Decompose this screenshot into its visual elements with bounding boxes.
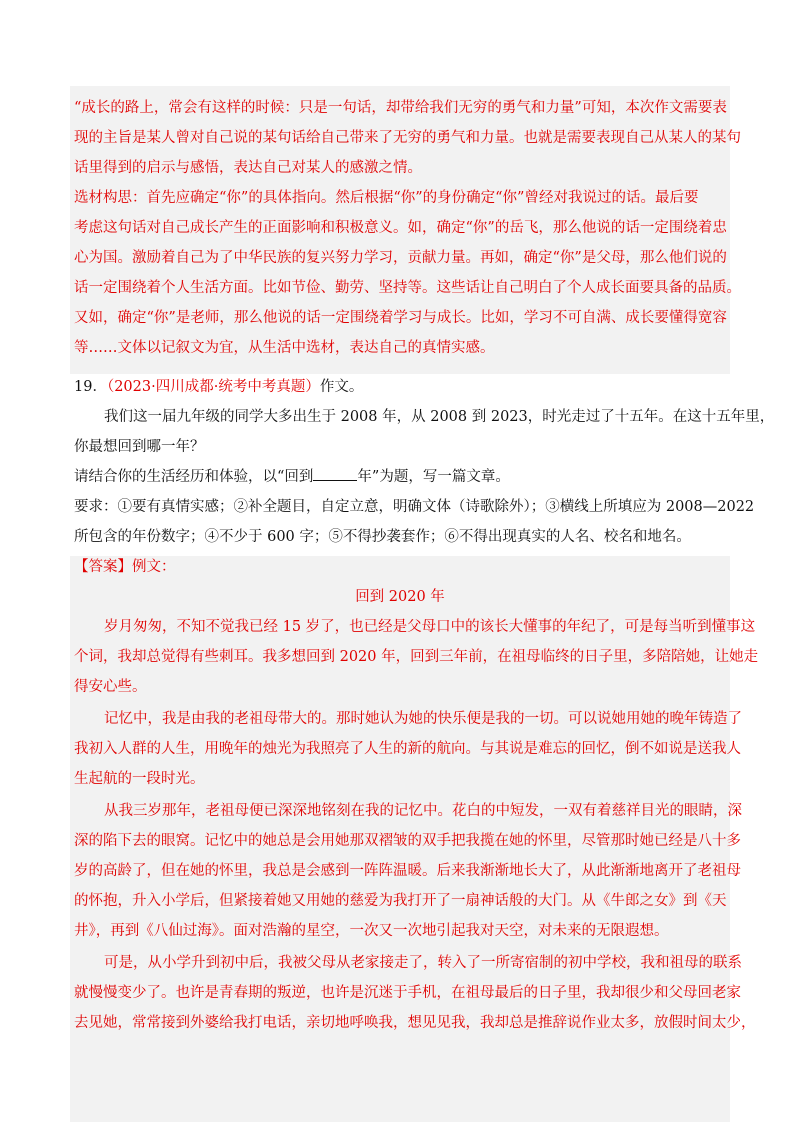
essay-line: 岁月匆匆，不知不觉我已经 15 岁了，也已经是父母口中的该长大懂事的年纪了，可是每当听到懂事这 bbox=[104, 619, 756, 635]
essay-line: 个词，我却总觉得有些刺耳。我多想回到 2020 年，回到三年前，在祖母临终的日子里，多陪陪她，让她走 bbox=[74, 649, 759, 665]
essay-line: 可是，从小学升到初中后，我被父母从老家接走了，转入了一所寄宿制的初中学校，我和祖母的联系 bbox=[104, 955, 742, 971]
question-source: （2023·四川成都·统考中考真题） bbox=[106, 379, 320, 395]
question-instruction: 请结合你的生活经历和体验，以“回到 年”为题，写一篇文章。 bbox=[74, 466, 510, 488]
essay-line: 去见她，常常接到外婆给我打电话，亲切地呼唤我，想见见我，我却总是推辞说作业太多，放假时间太少， bbox=[74, 1015, 756, 1031]
essay-line: 的怀抱，升入小学后，但紧接着她又用她的慈爱为我打开了一扇神话般的大门。从《牛郎之女》到《天 bbox=[74, 893, 727, 909]
analysis-line: 又如，确定“你”是老师，那么他说的话一定围绕着学习与成长。比如，学习不可自满、成长要懂得宽容 bbox=[74, 310, 727, 326]
question-type: 作文。 bbox=[319, 379, 364, 395]
essay-line: 生起航的一段时光。 bbox=[74, 771, 205, 787]
question-prompt: 你最想回到哪一年？ bbox=[74, 439, 205, 455]
analysis-line: 话里得到的启示与感悟，表达自己对某人的感激之情。 bbox=[74, 160, 422, 176]
essay-line: 就慢慢变少了。也许是青春期的叛逆，也许是沉迷于手机，在祖母最后的日子里，我却很少和父母回老家 bbox=[74, 985, 741, 1001]
answer-label-suffix: 例文： bbox=[132, 559, 176, 575]
analysis-line: 考虑这句话对自己成长产生的正面影响和积极意义。如，确定“你”的岳飞，那么他说的话一定围绕着忠 bbox=[74, 220, 727, 236]
analysis-line: 心为国。激励着自己为了中华民族的复兴努力学习，贡献力量。再如，确定“你”是父母，那么他们说的 bbox=[74, 250, 727, 266]
essay-line: 井》，再到《八仙过海》。面对浩瀚的星空，一次又一次地引起我对天空，对未来的无限遐想。 bbox=[74, 923, 669, 939]
essay-line: 我初入人群的人生，用晚年的烛光为我照亮了人生的新的航向。与其说是难忘的回忆，倒不如说是送我人 bbox=[74, 741, 741, 757]
title-blank bbox=[313, 466, 357, 481]
essay-line: 记忆中，我是由我的老祖母带大的。那时她认为她的快乐便是我的一切。可以说她用她的晚年铸造了 bbox=[104, 711, 742, 727]
essay-line: 从我三岁那年，老祖母便已深深地铭刻在我的记忆中。花白的中短发，一双有着慈祥目光的眼睛，深 bbox=[104, 803, 742, 819]
essay-line: 深的陷下去的眼窝。记忆中的她总是会用她那双褶皱的双手把我揽在她的怀里，尽管那时她已经是八十多 bbox=[74, 833, 741, 849]
analysis-line: 选材构思：首先应确定“你”的具体指向。然后根据“你”的身份确定“你”曾经对我说过的话。最后要 bbox=[74, 190, 699, 206]
question-requirements: 要求：①要有真情实感；②补全题目，自定立意，明确文体（诗歌除外）；③横线上所填应为 2008—2022 bbox=[74, 499, 755, 515]
essay-title: 回到 2020 年 bbox=[355, 589, 445, 605]
analysis-line: “成长的路上，常会有这样的时候：只是一句话，却带给我们无穷的勇气和力量”可知，本次作文需要表 bbox=[74, 100, 727, 116]
question-requirements: 所包含的年份数字；④不少于 600 字；⑤不得抄袭套作；⑥不得出现真实的人名、校名和地名。 bbox=[74, 529, 691, 545]
essay-line: 得安心些。 bbox=[74, 679, 147, 695]
analysis-line: 现的主旨是某人曾对自己说的某句话给自己带来了无穷的勇气和力量。也就是需要表现自己从某人的某句 bbox=[74, 130, 741, 146]
question-number: 19． bbox=[74, 379, 107, 395]
answer-label-line bbox=[74, 556, 176, 578]
analysis-line: 等……文体以记叙文为宜，从生活中选材，表达自己的真情实感。 bbox=[74, 340, 495, 356]
question-prompt: 我们这一届九年级的同学大多出生于 2008 年，从 2008 到 2023，时光走过了十五年。在这十五年里， bbox=[104, 409, 775, 425]
answer-label: 【答案】 bbox=[74, 559, 132, 575]
essay-line: 岁的高龄了，但在她的怀里，我总是会感到一阵阵温暖。后来我渐渐地长大了，从此渐渐地离开了老祖母 bbox=[74, 863, 741, 879]
question-header bbox=[74, 376, 363, 398]
analysis-line: 话一定围绕着个人生活方面。比如节俭、勤劳、坚持等。这些话让自己明白了个人成长面要具备的品质。 bbox=[74, 280, 741, 296]
